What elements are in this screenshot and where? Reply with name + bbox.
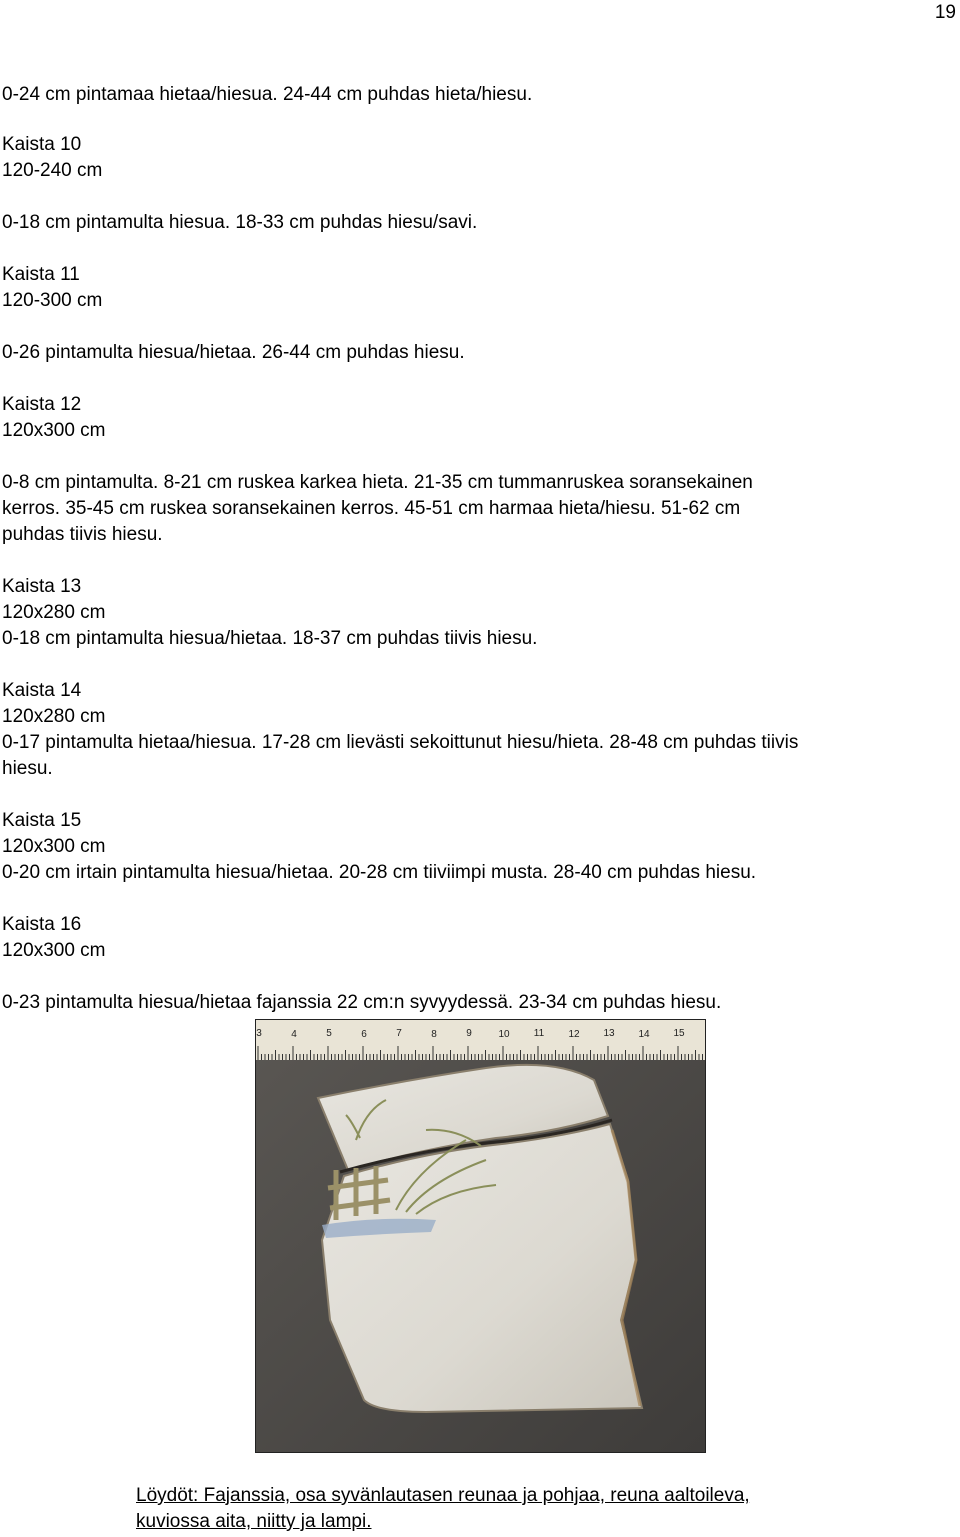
find-photo (255, 1019, 706, 1453)
section-dimensions: 120x300 cm (2, 836, 106, 857)
ruler-label: 10 (498, 1029, 510, 1040)
text-line: 0-17 pintamulta hietaa/hiesua. 17-28 cm lievästi sekoittunut hiesu/hieta. 28-48 cm puhdas tiivis (2, 732, 799, 753)
section-heading-kaista-12: Kaista 12 (2, 394, 82, 415)
section-dimensions: 120-300 cm (2, 290, 103, 311)
ruler-label: 13 (603, 1028, 615, 1039)
section-dimensions: 120x280 cm (2, 706, 106, 727)
text-line: 0-23 pintamulta hiesua/hietaa fajanssia 22 cm:n syvyydessä. 23-34 cm puhdas hiesu. (2, 992, 722, 1013)
caption-line: Löydöt: Fajanssia, osa syvänlautasen reunaa ja pohjaa, reuna aaltoileva, (136, 1485, 750, 1506)
text-line: 0-20 cm irtain pintamulta hiesua/hietaa. 20-28 cm tiiviimpi musta. 28-40 cm puhdas hiesu. (2, 862, 757, 883)
text-line: hiesu. (2, 758, 53, 779)
section-heading-kaista-13: Kaista 13 (2, 576, 82, 597)
caption (136, 1483, 750, 1535)
page-number: 19 (934, 2, 956, 23)
ruler-label: 6 (361, 1029, 367, 1040)
section-heading-kaista-14: Kaista 14 (2, 680, 82, 701)
ruler-label: 14 (638, 1029, 650, 1040)
ruler-label: 15 (673, 1028, 685, 1039)
ruler-label: 11 (533, 1028, 545, 1039)
text-line: 0-26 pintamulta hiesua/hietaa. 26-44 cm puhdas hiesu. (2, 342, 465, 363)
section-dimensions: 120-240 cm (2, 160, 103, 181)
text-line: kerros. 35-45 cm ruskea soransekainen kerros. 45-51 cm harmaa hieta/hiesu. 51-62 cm (2, 498, 741, 519)
text-line: puhdas tiivis hiesu. (2, 524, 163, 545)
ruler-label: 12 (568, 1029, 580, 1040)
section-dimensions: 120x300 cm (2, 940, 106, 961)
section-heading-kaista-10: Kaista 10 (2, 134, 82, 155)
text-line: 0-24 cm pintamaa hietaa/hiesua. 24-44 cm puhdas hieta/hiesu. (2, 84, 533, 105)
ruler-label: 7 (396, 1028, 402, 1039)
section-dimensions: 120x280 cm (2, 602, 106, 623)
text-line: 0-18 cm pintamulta hiesua. 18-33 cm puhdas hiesu/savi. (2, 212, 478, 233)
section-dimensions: 120x300 cm (2, 420, 106, 441)
text-line: 0-8 cm pintamulta. 8-21 cm ruskea karkea hieta. 21-35 cm tummanruskea soransekainen (2, 472, 753, 493)
ruler-label: 9 (466, 1028, 472, 1039)
ruler-label: 3 (256, 1028, 262, 1039)
section-heading-kaista-15: Kaista 15 (2, 810, 82, 831)
ruler-label: 5 (326, 1028, 332, 1039)
ruler-label: 4 (291, 1029, 297, 1040)
measuring-ruler (256, 1020, 705, 1060)
text-line: 0-18 cm pintamulta hiesua/hietaa. 18-37 cm puhdas tiivis hiesu. (2, 628, 538, 649)
caption-line: kuviossa aita, niitty ja lampi. (136, 1511, 372, 1532)
section-heading-kaista-16: Kaista 16 (2, 914, 82, 935)
ruler-label: 8 (431, 1029, 437, 1040)
section-heading-kaista-11: Kaista 11 (2, 264, 80, 285)
faience-shard-image (256, 1020, 705, 1452)
